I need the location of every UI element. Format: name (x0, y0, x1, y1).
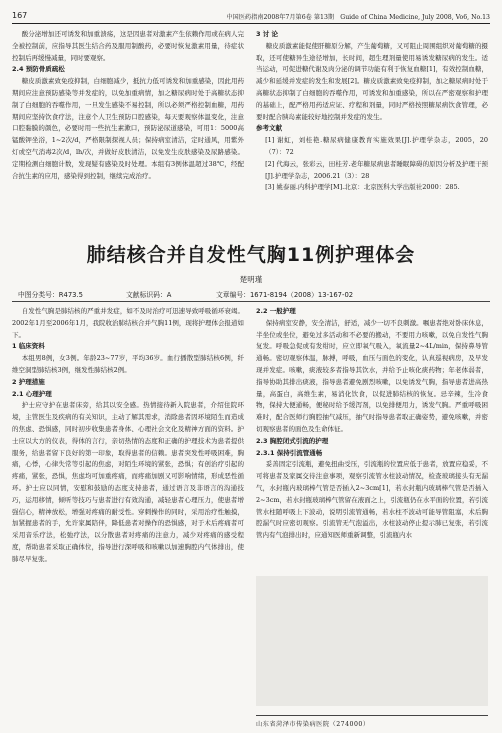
journal-citation: 中国医药指南2008年7月第6卷 第13期 Guide of China Medicine, July 2008, Vo6, No.13 (226, 14, 490, 21)
body-paragraph: 保持病室安静，安全清洁，舒适，减少一切不良刺激。嘱患者绝对卧床休息，半坐位或坐位，避免过多活动和不必要的搬动，不要用力咳嗽，以免自发性气胸复发。呼吸急促或有发绀时，应立即氧气吸入，氧流量2~4L/min，保持鼻导管通畅。密切观察体温，脉搏，呼吸，血压与面色的变化，认真巡视病房，及早发现并发症。咳嗽，痰液较多者指导其饮水，并给予止咳化痰药物；年老体弱者，指导协助其排出痰液，指导患者避免剧烈咳嗽，以免诱发气胸，指导患者进高热量，高蛋白，高维生素，易消化饮食，以促进肺结核的恢复。忌辛辣，生冷食物，保持大便通畅，便秘时给予缓泻剂，以免排便用力，诱发气胸。严重呼吸困难时，配合医师行胸腔抽气减压，抽气时指导患者取正确姿势，避免咳嗽，并密切观察患者的面色及生命体征。 (256, 318, 488, 433)
running-header (12, 9, 490, 24)
section-heading: 2.3.1 保持引流管通畅 (256, 448, 323, 457)
reference-item: [3] 姚泰丽.内科护理学[M].北京：北京医科大学出版社2000：285. (265, 183, 460, 192)
section-heading: 2.1 心理护理 (12, 389, 52, 398)
reference-item: [1] 谢虹，刘桂艳.糖尿病健康教育实施效果[J].护理学杂志，2005，20（7）：72 (265, 136, 488, 156)
section-heading: 参考文献 (256, 124, 282, 133)
page-number: 167 (12, 11, 28, 20)
section-heading: 3 讨 论 (256, 30, 279, 38)
body-paragraph: 酸分泌增加还可诱发和加重溃疡，这是因患者对激素产生依赖作用或在病人完全被控制前，应指导其医生结合药及服用制酸药，必要时恢复激素用量，待症状控制后再缓慢减量，同时要观察。 (12, 30, 244, 62)
document-code: 文献标识码：A (126, 291, 172, 299)
highlight-shading (256, 576, 488, 706)
body-paragraph: 本组男8例，女3例。年龄23~77岁，平均36岁。血行播散型肺结核6例，纤维空洞型肺结核3例，继发性肺结核2例。 (12, 354, 244, 374)
section-heading: 2.2 一般护理 (256, 307, 296, 315)
prev-article-left-column (12, 29, 244, 182)
section-heading: 2.4 预防骨质疏松 (12, 65, 65, 74)
body-paragraph: 护士应守护在患者床旁，给其以安全感。热情接待新入院患者，介绍住院环境，主管医生及疾病的有关知识，主动了解其需求，消除患者因环境陌生而造成的焦虑、恐惧感，同时初步收集患者身体、心理社会文化及精神方面的资料。护士应以大方的仪表，得体的言行，亲切热情的态度和正确的护理技术为患者提供服务，给患者留下良好的第一印象，取得患者的信赖。患者突发性呼吸困难，胸痛，心悸，心律失常等引起的焦虑，对陌生环境的紧张，恐惧；有创治疗引起的疼痛，紧张，恐惧，焦虑均可加重疼痛，而疼痛加剧又可影响情绪，形成恶性循环。护士应以同情，安慰和鼓励的态度支持患者，通过语言及非语言的沟通技巧，运用移情，倾听等技巧与患者进行有效沟通，减轻患者心理压力，使患者增强信心，精神放松，增强对疼痛的耐受性。穿刺操作的同时，采用治疗性触摸，加紧握患者的手，允许家属陪伴，降低患者对操作的恐惧感，对于术后疼痛者可采用音乐疗法，松弛疗法，以分散患者对疼痛的注意力，减少对疼痛的感受程度，帮助患者采取正确体位，指导进行深呼吸和咳嗽以加速胸腔内气体排出，使肺尽早复张。 (12, 401, 244, 563)
separator-rule (12, 301, 490, 302)
body-paragraph: 糖皮质激素致免疫抑制，白细胞减少，抵抗力低可诱发和加重感染，因此用药期间应注意预防感染等并发症的，以免加重病情，加之糖尿病时处于高糖状态抑制了白细胞的吞噬作用，一旦发生感染不易控制，所以必须严格控制血糖，用药期间应坚持饮食疗法，注意个人卫生预防口腔感染，每天要观察体温变化，注意口腔黏膜的颜色，必要时用一些抗生素漱口，预防泌尿道感染，可用1：5000高锰酸钾坐浴，1~2次/d，严格限制探视人员；保持病室清洁，定时通风，用紫外灯或空气消毒2次/d，lh/次，并做好皮肤清洁，以免发生皮肤感染及尿路感染。定期检测白细胞计数，发现疑有感染及时处理。本组有3例体温超过38℃，经配合抗生素的应用，感染得到控制，继续完成治疗。 (12, 77, 244, 180)
article-right-column (256, 306, 488, 542)
author-affiliation: 山东省菏泽市传染病医院（274000） (256, 715, 488, 728)
body-paragraph: 自发性气胸是肺结核的严重并发症，如不及时治疗可迅速导致呼吸循环衰竭。2002年1月至2006年1月，我院收治肺结核合并气胸11例，现将护理体会报道如下。 (12, 307, 244, 339)
section-heading: 2.3 胸腔闭式引流的护理 (256, 436, 329, 445)
body-paragraph: 糖皮质激素能促使肝糖原分解，产生葡萄糖，又可阻止周围组织对葡萄糖的摄取，还可使糖异生途径增加，长时间，超生理剂量使用易诱发糖尿病的发生。适当运动，可促进糖代谢及肉分泌的调节功能有利于恢复血糖[1]，有效控制血糖，减少和延缓并发症的发生和发展[2]。糖皮质激素致免疫抑制，加之糖尿病时处于高糖状态抑制了白细胞的吞噬作用，可诱发和加重感染，所以在严密观察和护理的基础上，配严格用药适应证、疗程和剂量，同时严格按照糖尿病饮食管理，必要时配合胰岛素能较好地控制并发症的发生。 (256, 41, 488, 121)
clc-number: 中图分类号：R473.5 (18, 291, 83, 299)
section-heading: 1 临床资料 (12, 342, 45, 351)
article-left-column (12, 306, 244, 566)
article-metadata (18, 289, 488, 299)
article-title: 肺结核合并自发性气胸11例护理体会 (86, 244, 416, 266)
section-heading: 2 护理措施 (12, 377, 45, 386)
article-number: 文章编号：1671-8194（2008）13-167-02 (216, 291, 354, 299)
article-author: 楚明瑾 (239, 275, 263, 284)
reference-item: [2] 代海云，张彩云，田桂芳.老年糖尿病患者睡眠障碍的原因分析及护理干预[J].护理学杂志，2006.21（3）：28 (265, 159, 488, 180)
prev-article-right-column (256, 29, 488, 194)
body-paragraph: 妥善固定引流瓶，避免扭曲受压，引流瓶的位置应低于患者，放置应稳妥，不可将患者及家属交待注意事项，观察引流管水柱波动情况，检查玻璃接头有无漏气，水封瓶内玻璃棒气管是否插入2~3cm[1]，若水封瓶内玻璃棒气管是否插入2~3cm，若水封瓶玻璃棒气管留在液面之上，引流瓶仍在水平面的位置，若引流管水柱随呼吸上下波动，说明引流管通畅，若水柱不波动可能导管阻塞，术后胸腔漏气时应密切观察。引流管无气泡溢出，水柱波动停止提示肺已复张，若引流管内有气泡排出时，应通知医师重新调整，引流瓶内水 (256, 460, 488, 540)
